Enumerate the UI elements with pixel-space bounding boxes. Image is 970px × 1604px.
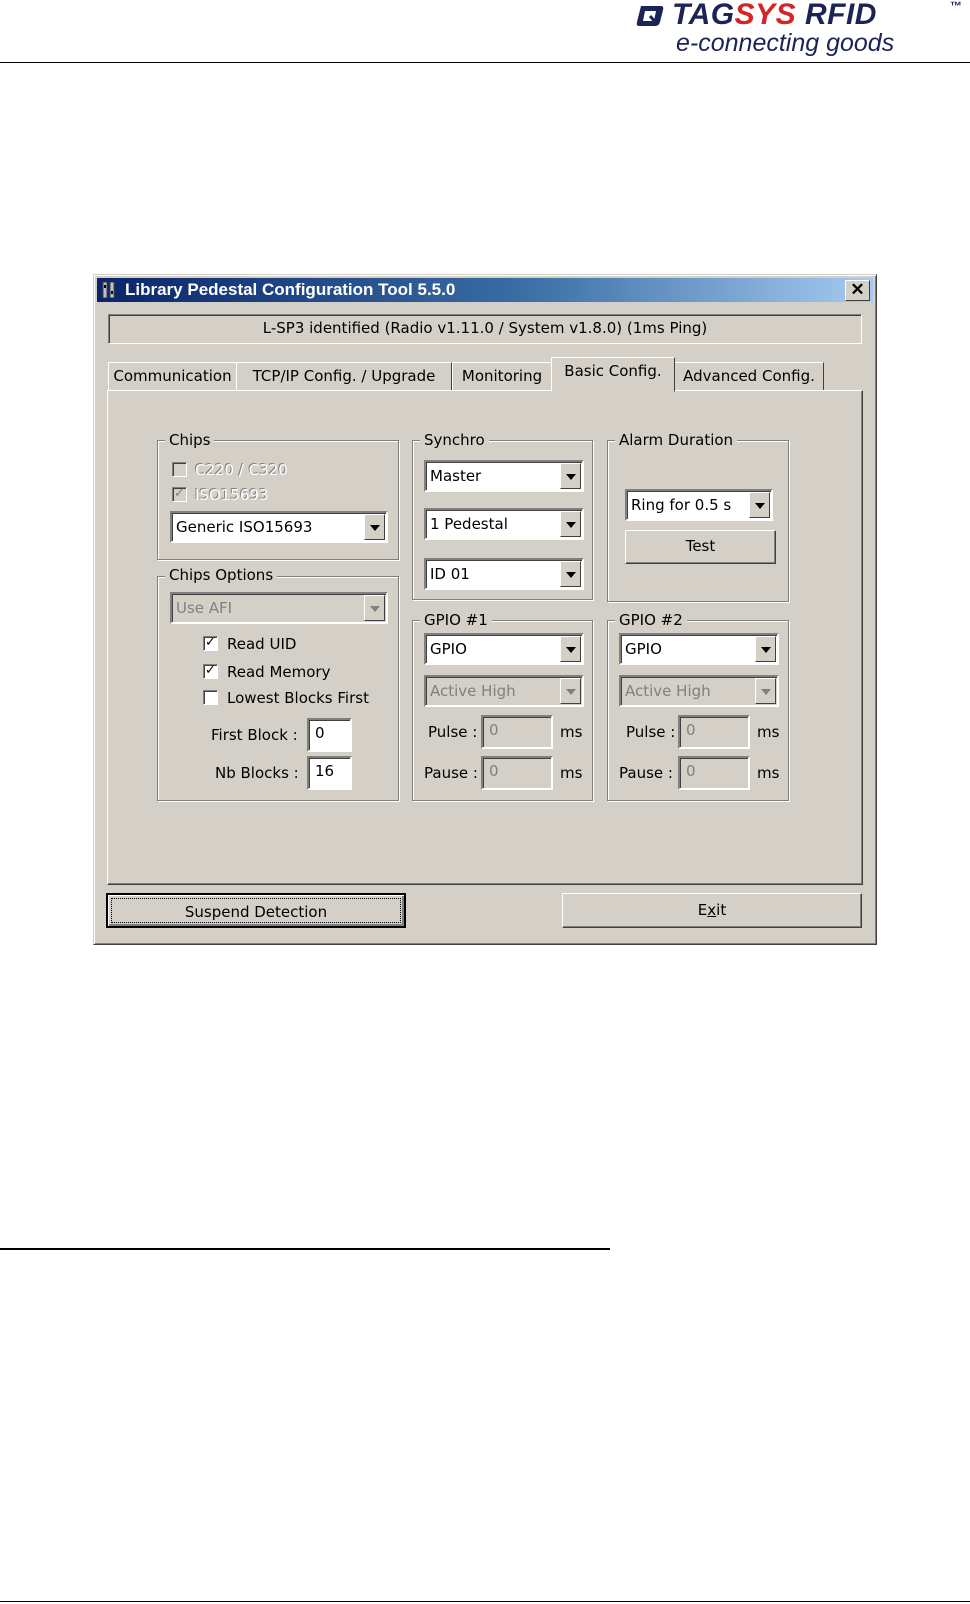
gpio1-level-value: Active High [430,682,516,700]
chevron-down-icon[interactable] [560,636,581,662]
nb-blocks-input[interactable]: 16 [307,756,352,790]
gpio1-pause-label: Pause : [424,764,478,782]
tab-basic-config[interactable]: Basic Config. [551,357,675,392]
gpio1-pulse-input[interactable]: 0 [481,715,553,749]
chevron-down-icon[interactable] [560,511,581,537]
synchro-group-title: Synchro [420,431,489,449]
gpio2-pulse-label: Pulse : [626,723,676,741]
tab-tcpip-config-upgrade[interactable]: TCP/IP Config. / Upgrade [236,362,452,391]
read-memory-checkbox[interactable] [203,664,218,679]
c220-label: C220 / C320 [195,461,288,479]
gpio1-pulse-unit: ms [560,723,583,741]
alarm-duration-group [607,440,789,602]
chips-group-title: Chips [165,431,214,449]
gpio2-mode-select[interactable] [619,633,779,665]
gpio2-pause-input[interactable]: 0 [678,756,750,790]
synchro-mode-select[interactable] [424,460,584,492]
chevron-down-icon[interactable] [560,463,581,489]
trademark-symbol: ™ [950,0,962,13]
alarm-duration-group-title: Alarm Duration [615,431,737,449]
chevron-down-icon[interactable] [560,561,581,587]
gpio1-mode-value: GPIO [430,640,467,658]
pedestal-count-select[interactable] [424,508,584,540]
iso15693-label: ISO15693 [195,486,269,504]
afi-select[interactable] [170,592,388,624]
chevron-down-icon[interactable] [749,492,770,518]
gpio2-group-title: GPIO #2 [615,611,687,629]
gpio2-level-value: Active High [625,682,711,700]
chips-options-group-title: Chips Options [165,566,277,584]
chevron-down-icon[interactable] [560,678,581,704]
synchro-mode-value: Master [430,467,482,485]
gpio1-mode-select[interactable] [424,633,584,665]
tab-monitoring[interactable]: Monitoring [452,362,552,391]
gpio2-pulse-unit: ms [757,723,780,741]
brand-tagline: e-connecting goods [676,29,895,57]
pedestal-id-value: ID 01 [430,565,470,583]
c220-checkbox[interactable] [172,462,187,477]
tab-communication[interactable]: Communication [108,362,237,391]
pedestal-id-select[interactable] [424,558,584,590]
footer-divider [0,1601,970,1602]
test-alarm-button[interactable]: Test [625,530,776,564]
checkmark-icon: ✓ [174,486,185,501]
afi-value: Use AFI [176,599,233,617]
gpio2-pause-label: Pause : [619,764,673,782]
exit-label-start: E [697,901,708,919]
gpio2-pulse-input[interactable]: 0 [678,715,750,749]
read-uid-label: Read UID [227,635,297,653]
suspend-detection-label: Suspend Detection [111,898,401,923]
exit-button[interactable] [562,893,862,928]
read-uid-checkbox[interactable] [203,636,218,651]
header-divider [0,62,970,63]
gpio2-mode-value: GPIO [625,640,662,658]
chevron-down-icon[interactable] [755,636,776,662]
alarm-duration-value: Ring for 0.5 s [631,496,732,514]
gpio1-pause-unit: ms [560,764,583,782]
lowest-blocks-first-checkbox[interactable] [203,690,218,705]
pedestal-count-value: 1 Pedestal [430,515,508,533]
chevron-down-icon[interactable] [364,514,385,540]
read-memory-label: Read Memory [227,663,331,681]
footnote-divider [0,1248,610,1250]
iso15693-checkbox[interactable] [172,487,187,502]
tagsys-logo-icon [635,4,665,28]
window-title: Library Pedestal Configuration Tool 5.5.0 [125,280,456,299]
gpio1-pulse-label: Pulse : [428,723,478,741]
exit-label-end: it [716,901,727,919]
chip-type-select[interactable] [170,511,388,543]
first-block-label: First Block : [211,726,298,744]
status-bar: L-SP3 identified (Radio v1.11.0 / System v1.8.0) (1ms Ping) [108,314,862,344]
checkmark-icon: ✓ [205,663,216,678]
alarm-duration-select[interactable] [625,489,773,521]
chip-type-value: Generic ISO15693 [176,518,313,536]
gpio2-pause-unit: ms [757,764,780,782]
chevron-down-icon[interactable] [364,595,385,621]
chevron-down-icon[interactable] [755,678,776,704]
checkmark-icon: ✓ [205,635,216,650]
brand-name: TAGSYS RFID [672,0,877,31]
first-block-input[interactable]: 0 [307,718,352,752]
nb-blocks-label: Nb Blocks : [215,764,299,782]
tab-advanced-config[interactable]: Advanced Config. [674,362,824,391]
close-button[interactable]: ✕ [845,280,870,301]
gpio1-pause-input[interactable]: 0 [481,756,553,790]
suspend-detection-button[interactable] [106,893,406,928]
gpio2-level-select[interactable] [619,675,779,707]
gpio1-level-select[interactable] [424,675,584,707]
exit-mnemonic: x [707,901,717,919]
gpio1-group-title: GPIO #1 [420,611,492,629]
app-icon [101,282,117,298]
lowest-blocks-first-label: Lowest Blocks First [227,689,369,707]
